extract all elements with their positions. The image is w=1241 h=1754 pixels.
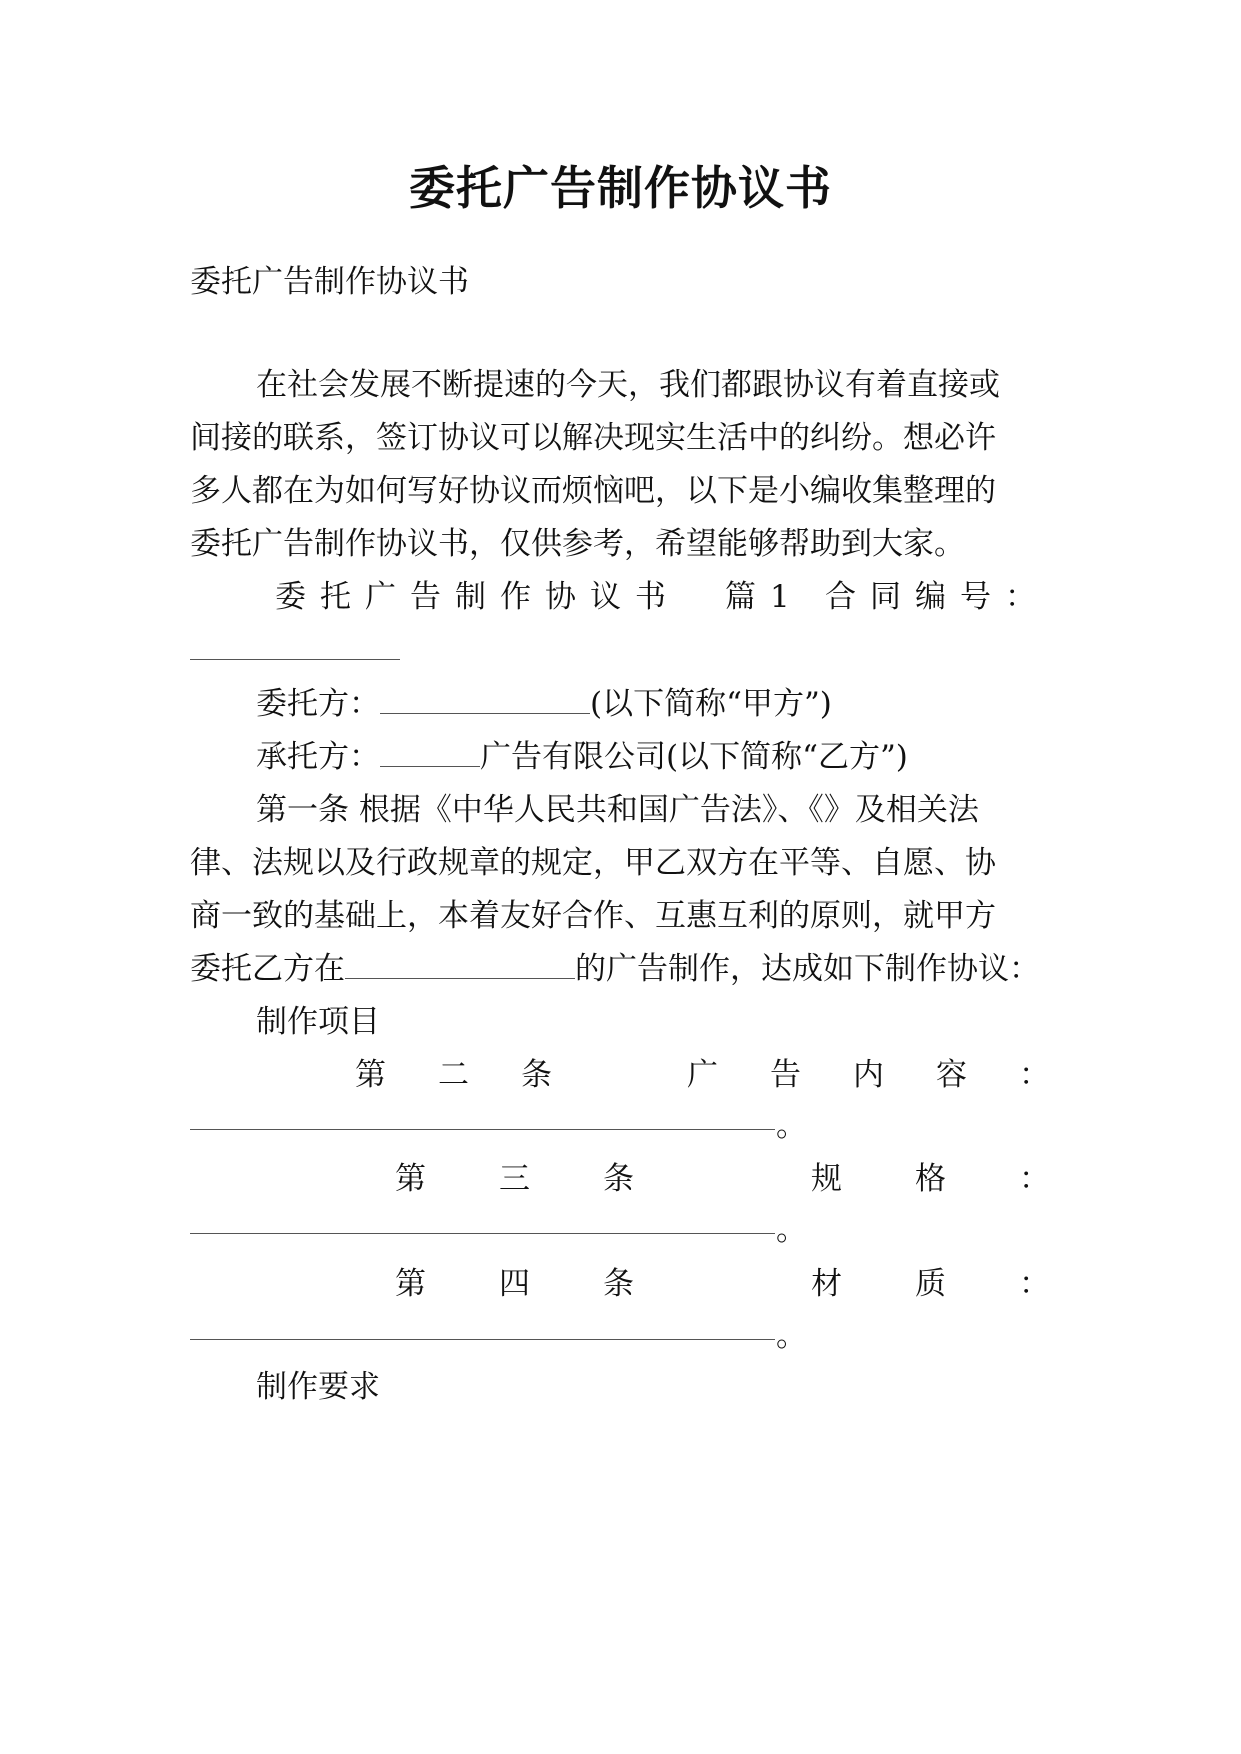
article-2-heading: 第二条 广告内容： (355, 1057, 1050, 1093)
intro-line-2: 间接的联系，签订协议可以解决现实生活中的纠纷。想必许 (190, 420, 996, 456)
intro-line-4: 委托广告制作协议书，仅供参考，希望能够帮助到大家。 (190, 526, 965, 562)
contract-number-blank (190, 659, 400, 660)
article-1-before: 委托乙方在 (190, 951, 345, 987)
article-1-line-2: 律、法规以及行政规章的规定，甲乙双方在平等、自愿、协 (190, 845, 996, 881)
document-subtitle: 委托广告制作协议书 (190, 264, 469, 300)
party-a-line (256, 684, 1050, 724)
article-1-blank (345, 950, 575, 979)
section-production-items: 制作项目 (256, 1004, 380, 1040)
article-4-blank (190, 1339, 775, 1340)
article-1-after: 的广告制作，达成如下制作协议： (575, 951, 1040, 987)
contract-header-row (275, 577, 1050, 617)
party-a-suffix: (以下简称“甲方”) (590, 686, 832, 722)
article-2-blank (190, 1129, 775, 1130)
party-b-blank (380, 738, 480, 767)
article-3-heading: 第三条 规格： (395, 1161, 1050, 1197)
contract-number-label: 合同编号： (825, 579, 1050, 615)
document-title: 委托广告制作协议书 (409, 161, 832, 215)
intro-line-1: 在社会发展不断提速的今天，我们都跟协议有着直接或 (256, 367, 1000, 403)
party-b-line (256, 737, 1050, 777)
article-3-blank (190, 1233, 775, 1234)
party-b-suffix: 广告有限公司(以下简称“乙方”) (480, 739, 908, 775)
article-3-period: 。 (776, 1212, 807, 1248)
party-b-label: 承托方： (256, 739, 380, 775)
party-a-blank (380, 685, 590, 714)
contract-heading: 委托广告制作协议书 篇1 (275, 579, 804, 615)
section-production-requirements: 制作要求 (256, 1369, 380, 1405)
article-1-line-1: 第一条 根据《中华人民共和国广告法》、《》及相关法 (256, 792, 979, 828)
article-4-period: 。 (776, 1318, 807, 1354)
party-a-label: 委托方： (256, 686, 380, 722)
intro-line-3: 多人都在为如何写好协议而烦恼吧，以下是小编收集整理的 (190, 473, 996, 509)
article-2-period: 。 (776, 1108, 807, 1144)
article-4-heading: 第四条 材质： (395, 1266, 1050, 1302)
article-1-line-4 (190, 949, 1050, 989)
article-1-line-3: 商一致的基础上，本着友好合作、互惠互利的原则，就甲方 (190, 898, 996, 934)
